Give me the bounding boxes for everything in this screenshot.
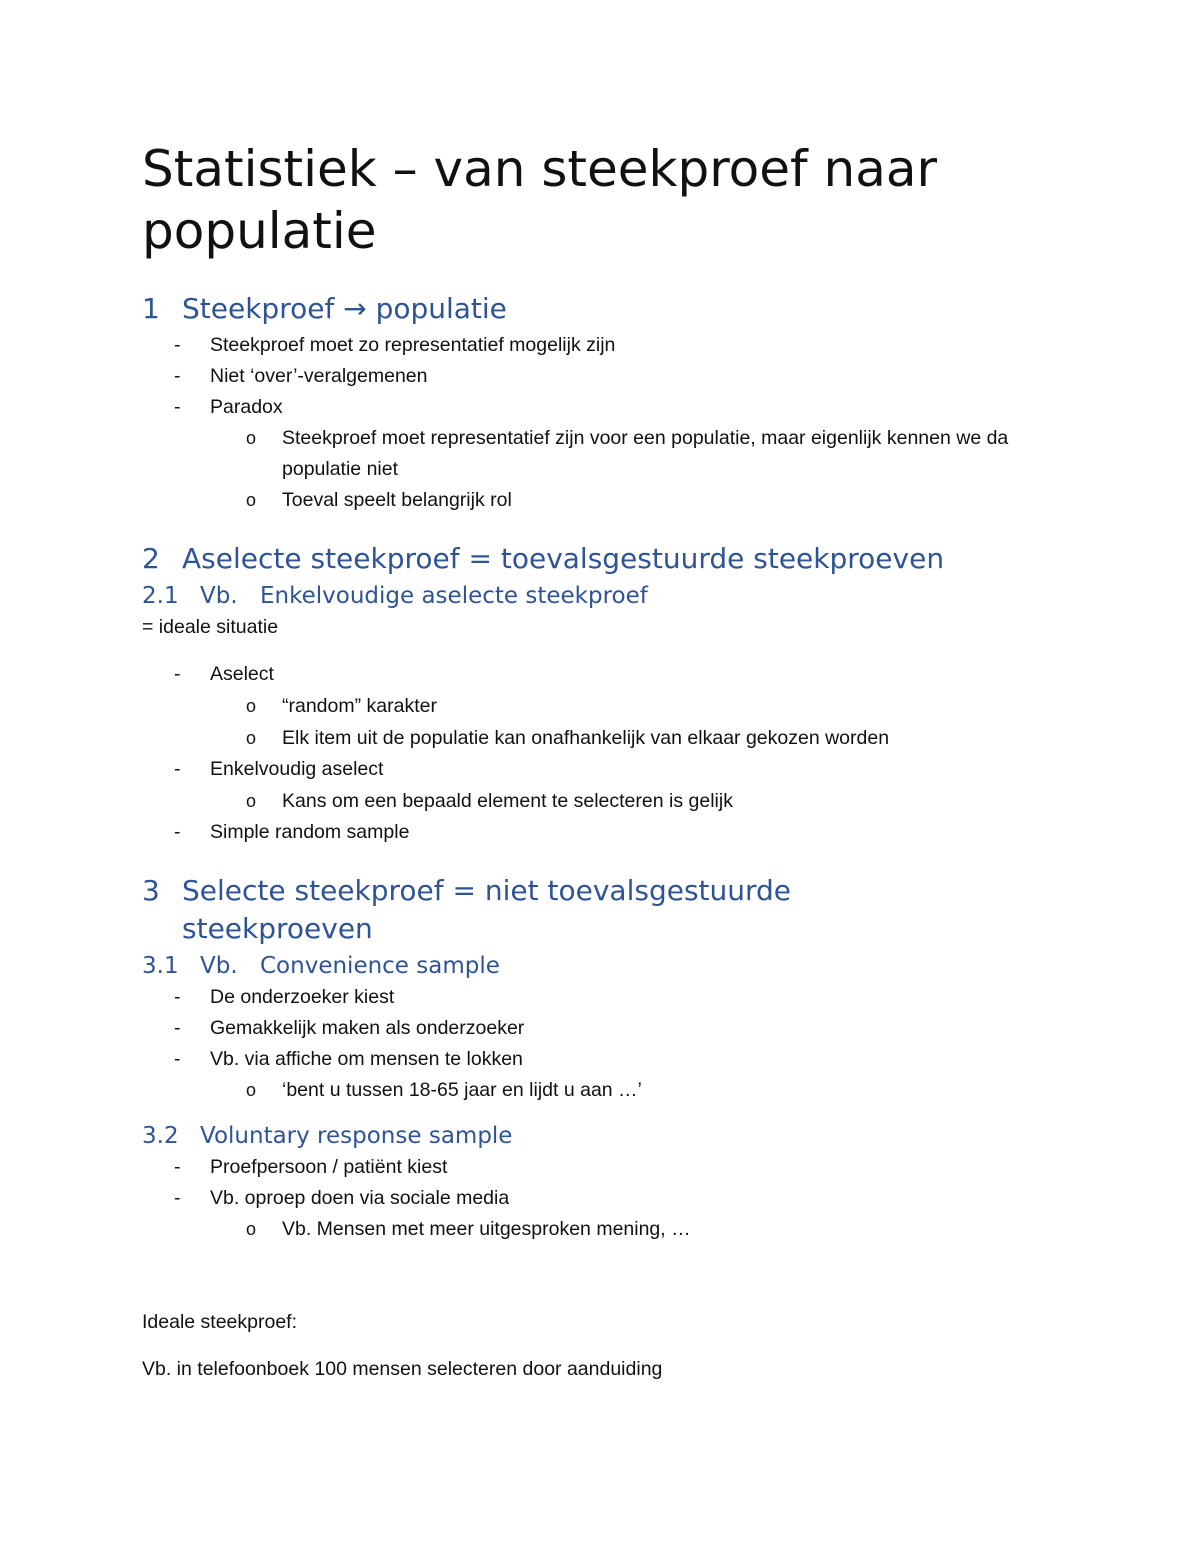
list-item-text: Vb. oproep doen via sociale media bbox=[210, 1187, 510, 1209]
subsection-number: 2.1 bbox=[142, 583, 179, 609]
section-number: 1 bbox=[142, 292, 160, 325]
list-item bbox=[142, 1152, 1082, 1183]
sub-list bbox=[210, 1214, 1082, 1245]
sub-list-item-text: “random” karakter bbox=[282, 695, 437, 717]
circle-bullet: o bbox=[246, 728, 257, 748]
page-title: Statistiek – van steekproef naar populatie bbox=[142, 140, 938, 260]
list-item-text: Proefpersoon / patiënt kiest bbox=[210, 1156, 448, 1178]
circle-bullet: o bbox=[246, 791, 257, 811]
list-item-text: Simple random sample bbox=[210, 821, 410, 843]
list-item bbox=[142, 754, 1082, 817]
list-item bbox=[142, 659, 1082, 754]
circle-bullet: o bbox=[246, 1080, 257, 1100]
dash-bullet: - bbox=[174, 396, 181, 418]
list-item-text: Niet ‘over’-veralgemenen bbox=[210, 365, 428, 387]
subsection-3-1-heading bbox=[142, 950, 1082, 982]
list-item-text: Aselect bbox=[210, 663, 274, 685]
circle-bullet: o bbox=[246, 490, 257, 510]
subsection-title: Enkelvoudige aselecte steekproef bbox=[260, 583, 648, 609]
sub-list bbox=[210, 690, 1082, 754]
section-number: 3 bbox=[142, 874, 160, 907]
section-title: Steekproef → populatie bbox=[182, 292, 507, 325]
section-1-list bbox=[142, 330, 1082, 516]
sub-list-item bbox=[142, 785, 1082, 817]
list-item bbox=[142, 817, 1082, 848]
paradox-sublist bbox=[210, 423, 1082, 516]
sub-list-item bbox=[142, 423, 1082, 485]
sub-list-item-text: Vb. Mensen met meer uitgesproken mening, … bbox=[282, 1218, 691, 1240]
list-item-text: Steekproef moet zo representatief mogelijk zijn bbox=[210, 334, 616, 356]
list-item bbox=[142, 1044, 1082, 1106]
subsection-2-1-heading bbox=[142, 580, 1082, 612]
dash-bullet: - bbox=[174, 986, 181, 1008]
list-item bbox=[142, 1183, 1082, 1245]
subsection-number: 3.1 bbox=[142, 953, 179, 979]
sub-list-item bbox=[142, 722, 1082, 754]
dash-bullet: - bbox=[174, 758, 181, 780]
ideal-sample-label: Ideale steekproef: bbox=[142, 1311, 298, 1333]
sub-list-item bbox=[142, 1075, 1082, 1106]
sub-list-item-text: Toeval speelt belangrijk rol bbox=[282, 489, 512, 511]
circle-bullet: o bbox=[246, 1219, 257, 1239]
sub-list-item-text: ‘bent u tussen 18-65 jaar en lijdt u aan …’ bbox=[282, 1079, 642, 1101]
list-item-text: Gemakkelijk maken als onderzoeker bbox=[210, 1017, 525, 1039]
section-1-heading bbox=[142, 290, 1082, 328]
document-content bbox=[142, 138, 1082, 1385]
dash-bullet: - bbox=[174, 1048, 181, 1070]
intro-text: = ideale situatie bbox=[142, 616, 279, 638]
section-3-1-list bbox=[142, 982, 1082, 1106]
dash-bullet: - bbox=[174, 1187, 181, 1209]
subsection-3-2-heading bbox=[142, 1120, 1082, 1152]
section-title: Aselecte steekproef = toevalsgestuurde steekproeven bbox=[182, 542, 945, 575]
section-2-list bbox=[142, 659, 1082, 848]
section-title: Selecte steekproef = niet toevalsgestuurde steekproeven bbox=[182, 874, 792, 945]
list-item bbox=[142, 982, 1082, 1013]
sub-list-item bbox=[142, 1214, 1082, 1245]
sub-list bbox=[210, 1075, 1082, 1106]
sub-list-item-text: Steekproef moet representatief zijn voor een populatie, maar eigenlijk kennen we da populatie niet bbox=[282, 427, 1009, 480]
section-3-2-list bbox=[142, 1152, 1082, 1245]
dash-bullet: - bbox=[174, 663, 181, 685]
subsection-title: Convenience sample bbox=[260, 953, 500, 979]
sub-list bbox=[210, 785, 1082, 817]
subsection-vb: Vb. bbox=[200, 583, 238, 609]
sub-list-item-text: Elk item uit de populatie kan onafhankelijk van elkaar gekozen worden bbox=[282, 727, 890, 749]
section-2-heading bbox=[142, 540, 1082, 578]
sub-list-item bbox=[142, 690, 1082, 722]
circle-bullet: o bbox=[246, 428, 257, 448]
dash-bullet: - bbox=[174, 1156, 181, 1178]
dash-bullet: - bbox=[174, 334, 181, 356]
sub-list-item-text: Kans om een bepaald element te selecteren is gelijk bbox=[282, 790, 733, 812]
list-item bbox=[142, 330, 1082, 361]
list-item-text: De onderzoeker kiest bbox=[210, 986, 395, 1008]
dash-bullet: - bbox=[174, 821, 181, 843]
ideal-sample-example: Vb. in telefoonboek 100 mensen selecteren door aanduiding bbox=[142, 1358, 663, 1380]
section-3-heading bbox=[142, 872, 1082, 948]
subsection-title: Voluntary response sample bbox=[200, 1123, 513, 1149]
subsection-vb: Vb. bbox=[200, 953, 238, 979]
subsection-number: 3.2 bbox=[142, 1123, 179, 1149]
dash-bullet: - bbox=[174, 365, 181, 387]
dash-bullet: - bbox=[174, 1017, 181, 1039]
section-number: 2 bbox=[142, 542, 160, 575]
list-item bbox=[142, 392, 1082, 516]
list-item-text: Vb. via affiche om mensen te lokken bbox=[210, 1048, 523, 1070]
list-item-text: Paradox bbox=[210, 396, 283, 418]
list-item-text: Enkelvoudig aselect bbox=[210, 758, 384, 780]
sub-list-item bbox=[142, 485, 1082, 516]
circle-bullet: o bbox=[246, 696, 257, 716]
list-item bbox=[142, 1013, 1082, 1044]
list-item bbox=[142, 361, 1082, 392]
